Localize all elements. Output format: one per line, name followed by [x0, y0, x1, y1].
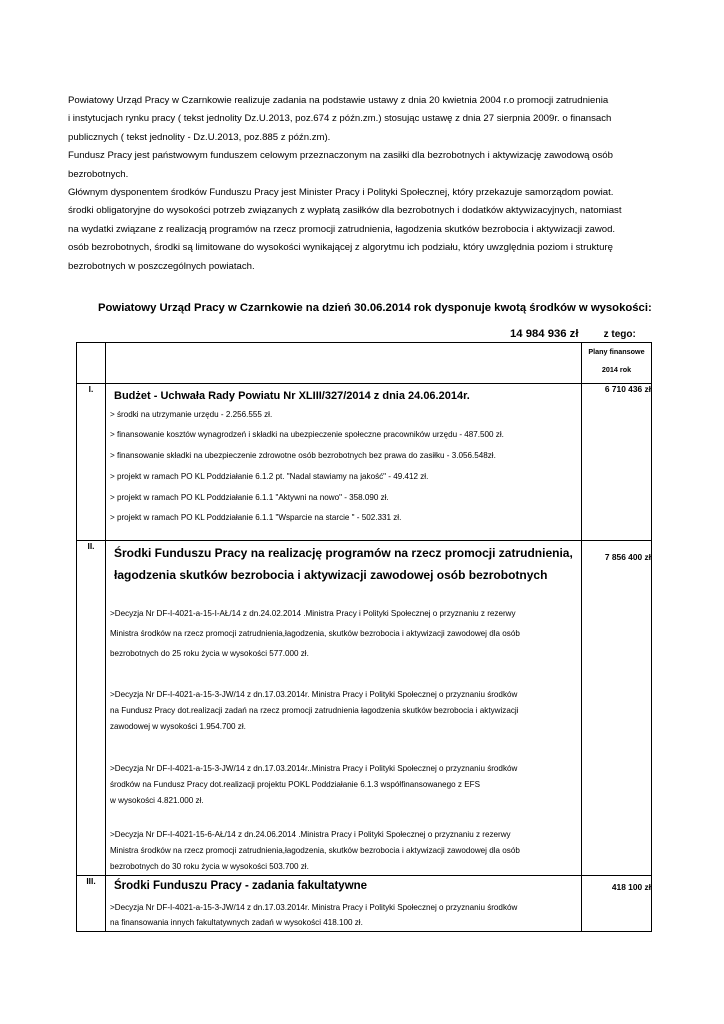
decision-line: >Decyzja Nr DF-I-4021-a-15-I-AŁ/14 z dn.24.02.2014 .Ministra Pracy i Polityki Społecznej o przyznaniu z rezerwy: [110, 609, 516, 618]
section-value: 418 100 zł: [582, 876, 652, 932]
table-header-row: [77, 343, 652, 384]
header-cell-plan: [582, 343, 652, 384]
of-which-label: z tego:: [603, 329, 636, 340]
decision-line: na finansowania innych fakultatywnych zadań w wysokości 418.100 zł.: [110, 918, 363, 927]
decision-entry: [106, 827, 581, 875]
section-title-line: Środki Funduszu Pracy na realizację programów na rzecz promocji zatrudnienia,: [114, 546, 573, 560]
plan-header-label: Plany finansowe: [588, 347, 645, 356]
funds-heading: Powiatowy Urząd Pracy w Czarnkowie na dzień 30.06.2014 rok dysponuje kwotą środków w wysokości:: [98, 302, 652, 314]
decision-line: >Decyzja Nr DF-I-4021-a-15-3-JW/14 z dn.17.03.2014r. Ministra Pracy i Polityki Społecznej o przyznaniu środków: [110, 690, 518, 699]
decision-line: bezrobotnych do 30 roku życia w wysokości 503.700 zł.: [110, 862, 309, 871]
intro-line: bezrobotnych w poszczególnych powiatach.: [68, 260, 255, 272]
decision-line: zawodowej w wysokości 1.954.700 zł.: [110, 722, 246, 731]
decision-entry: [106, 604, 581, 664]
decision-line: środków na Fundusz Pracy dot.realizacji projektu POKL Poddziałanie 6.1.3 współfinansowanego z EFS: [110, 780, 480, 789]
decision-entry: [106, 900, 581, 930]
section-number: II.: [77, 541, 106, 876]
intro-line: i instytucjach rynku pracy ( tekst jednolity Dz.U.2013, poz.674 z późn.zm.) stosując ustawę z dnia 27 sierpnia 2009r. o finansach: [68, 113, 612, 125]
intro-line: Fundusz Pracy jest państwowym funduszem celowym przeznaczonym na zasiłki dla bezrobotnych i aktywizację zawodową osób: [68, 150, 613, 162]
section-number: III.: [77, 876, 106, 932]
header-cell-number: [77, 343, 106, 384]
section-value: 6 710 436 zł: [582, 384, 652, 541]
decision-line: Ministra środków na rzecz promocji zatrudnienia,łagodzenia, skutków bezrobocia i aktywizacji zawodowej dla osób: [110, 629, 520, 638]
decision-line: >Decyzja Nr DF-I-4021-a-15-3-JW/14 z dn.17.03.2014r..Ministra Pracy i Polityki Społecznej o przyznaniu środków: [110, 764, 518, 773]
section-title-line: Budżet - Uchwała Rady Powiatu Nr XLIII/327/2014 z dnia 24.06.2014r.: [114, 390, 470, 402]
section-title-line: łagodzenia skutków bezrobocia i aktywizacji zawodowej osób bezrobotnych: [114, 568, 548, 582]
header-cell-description: [106, 343, 582, 384]
section-title: [106, 876, 581, 894]
list-item: > finansowanie składki na ubezpieczenie zdrowotne osób bezrobotnych bez prawa do zasiłku - 3.056.548zł.: [110, 451, 496, 460]
intro-line: bezrobotnych.: [68, 168, 129, 180]
intro-line: publicznych ( tekst jednolity - Dz.U.2013, poz.885 z późn.zm).: [68, 131, 331, 143]
decision-line: >Decyzja Nr DF-I-4021-15-6-AŁ/14 z dn.24.06.2014 .Ministra Pracy i Polityki Społecznej o przyznaniu z rezerwy: [110, 830, 511, 839]
list-item: > projekt w ramach PO KL Poddziałanie 6.1.2 pt. "Nadal stawiamy na jakość" - 49.412 zł.: [110, 472, 429, 481]
table-row-section-2: [77, 541, 652, 876]
section-body: [106, 384, 582, 541]
section-title: [106, 384, 581, 404]
decision-line: bezrobotnych do 25 roku życia w wysokości 577.000 zł.: [110, 649, 309, 658]
decision-line: w wysokości 4.821.000 zł.: [110, 796, 204, 805]
table-row-section-1: [77, 384, 652, 541]
section-body: [106, 541, 582, 876]
list-item: > finansowanie kosztów wynagrodzeń i składki na ubezpieczenie społeczne pracowników urzędu - 487.500 zł.: [110, 430, 504, 439]
decision-line: >Decyzja Nr DF-I-4021-a-15-3-JW/14 z dn.17.03.2014r. Ministra Pracy i Polityki Społecznej o przyznaniu środków: [110, 903, 518, 912]
plan-year-label: 2014 rok: [601, 365, 632, 374]
section-title: [106, 541, 581, 586]
total-amount: 14 984 936 zł: [510, 328, 579, 340]
decision-entry: [106, 687, 581, 735]
intro-line: osób bezrobotnych, środki są limitowane do wysokości wynikającej z algorytmu ich podziału, który uwzględnia poziom i strukturę: [68, 242, 613, 254]
section-items: [106, 410, 581, 522]
decision-line: Ministra środków na rzecz promocji zatrudnienia,łagodzenia, skutków bezrobocia i aktywizacji zawodowej dla osób: [110, 846, 520, 855]
section-value: 7 856 400 zł: [582, 541, 652, 876]
section-number: I.: [77, 384, 106, 541]
total-amount-line: [510, 328, 636, 340]
intro-line: Głównym dysponentem środków Funduszu Pracy jest Minister Pracy i Polityki Społecznej, który przekazuje samorządom powiat.: [68, 187, 614, 199]
decision-line: na Fundusz Pracy dot.realizacji zadań na rzecz promocji zatrudnienia łagodzenia skutków bezrobocia i aktywizacji: [110, 706, 519, 715]
intro-line: na wydatki związane z realizacją programów na rzecz promocji zatrudnienia, łagodzenia skutków bezrobocia i aktywizacji zawod.: [68, 223, 616, 235]
intro-line: Powiatowy Urząd Pracy w Czarnkowie realizuje zadania na podstawie ustawy z dnia 20 kwietnia 2004 r.o promocji zatrudnienia: [68, 95, 609, 106]
list-item: > projekt w ramach PO KL Poddziałanie 6.1.1 "Wsparcie na starcie " - 502.331 zł.: [110, 513, 402, 522]
budget-table: [76, 342, 652, 932]
section-body: [106, 876, 582, 932]
list-item: > środki na utrzymanie urzędu - 2.256.555 zł.: [110, 410, 273, 419]
decision-entry: [106, 761, 581, 809]
section-title-line: Środki Funduszu Pracy - zadania fakultatywne: [114, 880, 368, 892]
list-item: > projekt w ramach PO KL Poddziałanie 6.1.1 "Aktywni na nowo" - 358.090 zł.: [110, 493, 389, 502]
table-row-section-3: [77, 876, 652, 932]
intro-text: [68, 92, 668, 276]
intro-line: środki obligatoryjne do wysokości potrzeb związanych z wypłatą zasiłków dla bezrobotnych i dodatków aktywizacyjnych, natomiast: [68, 205, 622, 217]
